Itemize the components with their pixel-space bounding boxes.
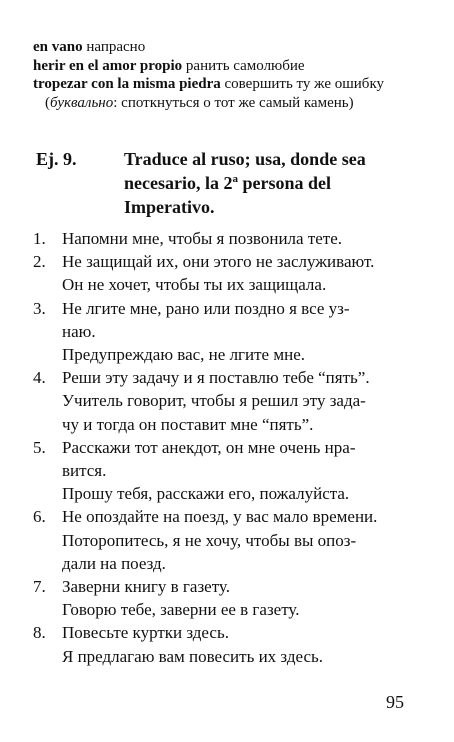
exercise-number: Ej. 9. — [36, 149, 77, 169]
item-line: Я предлагаю вам повесить их здесь. — [62, 646, 324, 666]
exercise-heading — [36, 147, 426, 219]
item-line: Расскажи тот анекдот, он мне очень нра- — [62, 437, 356, 457]
item-line: Поторопитесь, я не хочу, чтобы вы опоз- — [62, 530, 357, 550]
vocab-entry — [33, 75, 453, 94]
list-item — [33, 366, 451, 436]
list-item — [33, 297, 451, 367]
item-line: Реши эту задачу и я поставлю тебе “пять”. — [62, 368, 370, 388]
exercise-items — [33, 227, 451, 668]
vocab-note: (буквально: споткнуться о тот же самый камень) — [45, 94, 354, 111]
item-line: Напомни мне, чтобы я позвонила тете. — [62, 229, 343, 248]
item-number: 2. — [33, 252, 46, 272]
list-item — [33, 227, 451, 250]
item-line: Он не хочет, чтобы ты их защищала. — [62, 275, 327, 295]
item-line: Повесьте куртки здесь. — [62, 623, 229, 643]
list-item — [33, 621, 451, 667]
vocab-term: herir en el amor propio — [33, 57, 183, 74]
vocab-entry — [33, 38, 453, 57]
vocab-term: tropezar con la misma piedra — [33, 76, 221, 92]
list-item — [33, 505, 451, 575]
page-number: 95 — [386, 692, 404, 712]
item-number: 6. — [33, 507, 46, 527]
item-number: 8. — [33, 623, 46, 643]
vocabulary-list — [33, 38, 453, 112]
item-line: наю. — [62, 321, 96, 341]
vocab-note-label: буквально — [50, 94, 114, 111]
item-line: чу и тогда он поставит мне “пять”. — [62, 414, 314, 434]
item-number: 3. — [33, 298, 46, 318]
item-line: дали на поезд. — [62, 553, 166, 573]
vocab-translation: совершить ту же ошибку — [224, 76, 385, 92]
item-line: Не опоздайте на поезд, у вас мало времени. — [62, 507, 378, 527]
item-line: Предупреждаю вас, не лгите мне. — [62, 345, 305, 365]
vocab-translation: напрасно — [86, 39, 146, 55]
vocab-term: en vano — [33, 39, 83, 55]
item-number: 7. — [33, 577, 46, 597]
vocab-translation: ранить самолюбие — [185, 57, 305, 74]
exercise-title: Traduce al ruso; usa, donde sea necesario, la 2$^a$ persona del Imperativo. — [124, 149, 366, 217]
item-line: Прошу тебя, расскажи его, пожалуйста. — [62, 484, 350, 504]
list-item — [33, 436, 451, 506]
item-line: Не лгите мне, рано или поздно я все уз- — [62, 298, 350, 318]
list-item — [33, 575, 451, 621]
list-item — [33, 250, 451, 296]
vocab-entry — [33, 57, 453, 76]
item-line: Учитель говорит, чтобы я решил эту зада- — [62, 391, 366, 411]
item-number: 1. — [33, 229, 46, 248]
item-line: Заверни книгу в газету. — [62, 577, 230, 597]
vocab-note-text: : споткнуться о тот же самый камень) — [113, 94, 354, 111]
item-number: 5. — [33, 437, 46, 457]
item-number: 4. — [33, 368, 46, 388]
item-line: Не защищай их, они этого не заслуживают. — [62, 252, 375, 272]
item-line: Говорю тебе, заверни ее в газету. — [62, 600, 300, 620]
item-line: вится. — [62, 461, 107, 481]
